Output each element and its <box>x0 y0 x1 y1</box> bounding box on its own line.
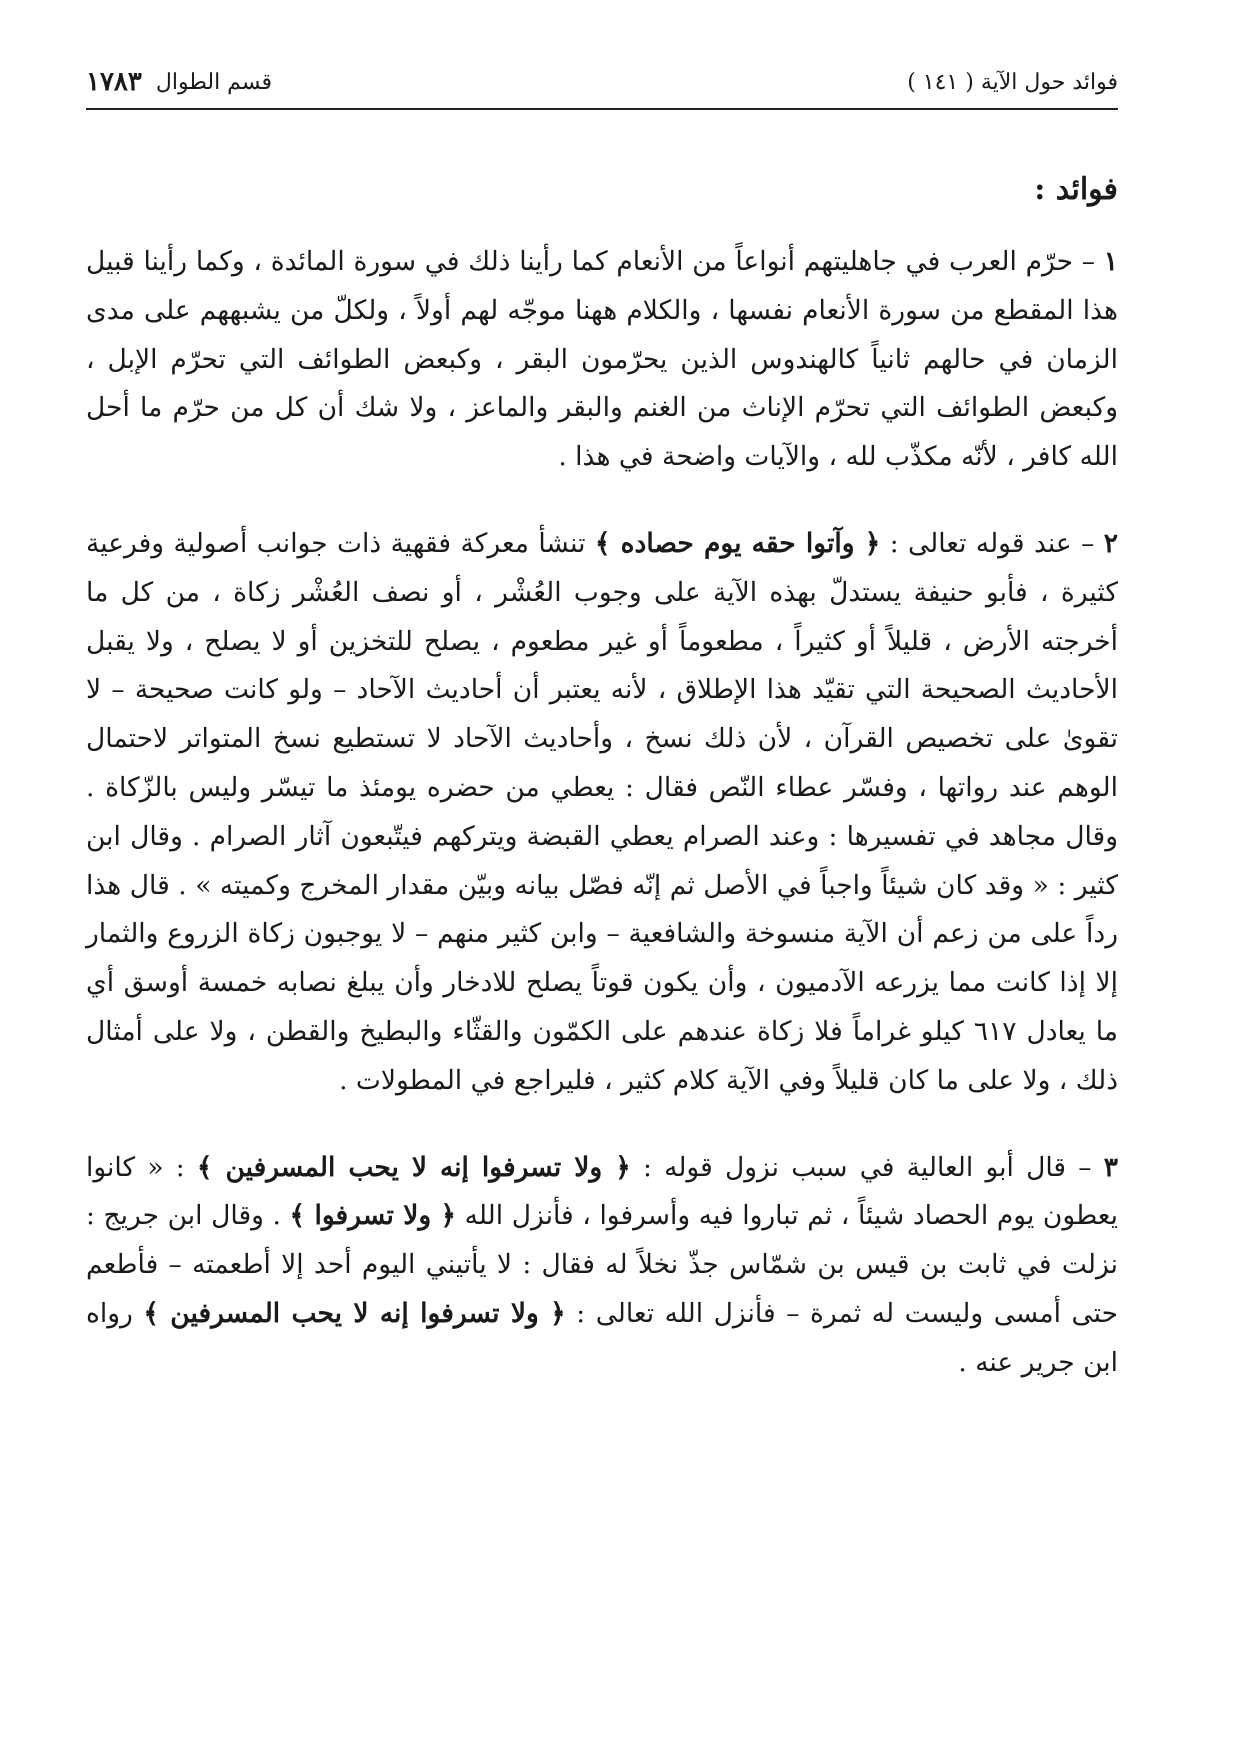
paragraph-text: : « كانوا يعطون يوم الحصاد شيئاً ، ثم تباروا فيه وأسرفوا ، فأنزل الله <box>86 1151 1118 1232</box>
quran-quote: ﴿ ولا تسرفوا إنه لا يحب المسرفين ﴾ <box>196 1151 631 1183</box>
header-topic-group <box>907 70 1118 95</box>
quran-quote: ﴿ وآتوا حقه يوم حصاده ﴾ <box>594 527 881 559</box>
paragraph-text: – حرّم العرب في جاهليتهم أنواعاً من الأنعام كما رأينا ذلك في سورة المائدة ، وكما رأينا قبيل هذا المقطع من سورة الأنعام نفسها ، والكلام ههنا موجّه لهم أولاً ، ولكلّ من يشبههم على مدى الزمان في حالهم ثانياً كالهندوس الذين يحرّمون البقر ، وكبعض الطوائف التي تحرّم الإبل ، وكبعض الطوائف التي تحرّم الإناث من الغنم والبقر والماعز ، ولا شك أن كل من حرّم ما أحل الله كافر ، لأنّه مكذّب لله ، والآيات واضحة في هذا . <box>86 246 1118 473</box>
header-section-group <box>86 67 272 97</box>
paragraph-text: – قال أبو العالية في سبب نزول قوله : <box>630 1151 1104 1183</box>
paragraph-1 <box>86 238 1118 482</box>
paragraph-number: ١ <box>1103 246 1118 277</box>
header-rule <box>86 108 1118 110</box>
paragraph-number: ٣ <box>1103 1151 1119 1183</box>
running-header <box>86 62 1118 102</box>
paragraph-text: تنشأ معركة فقهية ذات جوانب أصولية وفرعية كثيرة ، فأبو حنيفة يستدلّ بهذه الآية على وجوب العُشْر ، أو نصف العُشْر زكاة ، من كل ما أخرجته الأرض ، قليلاً أو كثيراً ، مطعوماً أو غير مطعوم ، يصلح للتخزين أو لا يصلح ، ولا يقبل الأحاديث الصحيحة التي تقيّد هذا الإطلاق ، لأنه يعتبر أن أحاديث الآحاد – ولو كانت صحيحة – لا تقوىٰ على تخصيص القرآن ، لأن ذلك نسخ ، وأحاديث الآحاد لا تستطيع نسخ المتواتر لاحتمال الوهم عند رواتها ، وفسّر عطاء النّص فقال : يعطي من حضره يومئذ ما تيسّر وليس بالزّكاة . وقال مجاهد في تفسيرها : وعند الصرام يعطي القبضة ويتركهم فيتّبعون آثار الصرام . وقال ابن كثير : « وقد كان شيئاً واجباً في الأصل ثم إنّه فصّل بيانه وبيّن مقدار المخرج وكميته » . قال هذا رداً على من زعم أن الآية منسوخة والشافعية – وابن كثير منهم – لا يوجبون زكاة الزروع والثمار إلا إذا كانت مما يزرعه الآدميون ، وأن يكون قوتاً يصلح للادخار وأن يبلغ نصابه خمسة أوسق أي ما يعادل ٦١٧ كيلو غراماً فلا زكاة عندهم على الكمّون والقثّاء والبطيخ والقطن ، ولا على أمثال ذلك ، ولا على ما كان قليلاً وفي الآية كلام كثير ، فليراجع في المطولات . <box>86 527 1119 1096</box>
paragraph-number: ٢ <box>1103 527 1118 559</box>
quran-quote: ﴿ ولا تسرفوا ﴾ <box>289 1200 457 1232</box>
header-topic: فوائد حول الآية ( ١٤١ ) <box>907 69 1118 95</box>
quran-quote: ﴿ ولا تسرفوا إنه لا يحب المسرفين ﴾ <box>143 1297 566 1329</box>
page-number: ١٧٨٣ <box>86 67 142 97</box>
paragraph-text: . وقال ابن جريج : نزلت في ثابت بن قيس بن شمّاس جذّ نخلاً له فقال : لا يأتيني اليوم أحد إلا أطعمته – فأطعم حتى أمسى وليست له ثمرة – فأنزل الله تعالى : <box>86 1200 1119 1329</box>
paragraph-text: – عند قوله تعالى : <box>880 527 1104 559</box>
section-title: فوائد : <box>1034 172 1118 207</box>
paragraph-2 <box>86 520 1118 1106</box>
paragraph-3 <box>86 1144 1118 1388</box>
header-section-name: قسم الطوال <box>155 69 272 95</box>
paragraph-text: رواه ابن جرير عنه . <box>86 1297 1118 1378</box>
page-body <box>86 168 1118 1426</box>
